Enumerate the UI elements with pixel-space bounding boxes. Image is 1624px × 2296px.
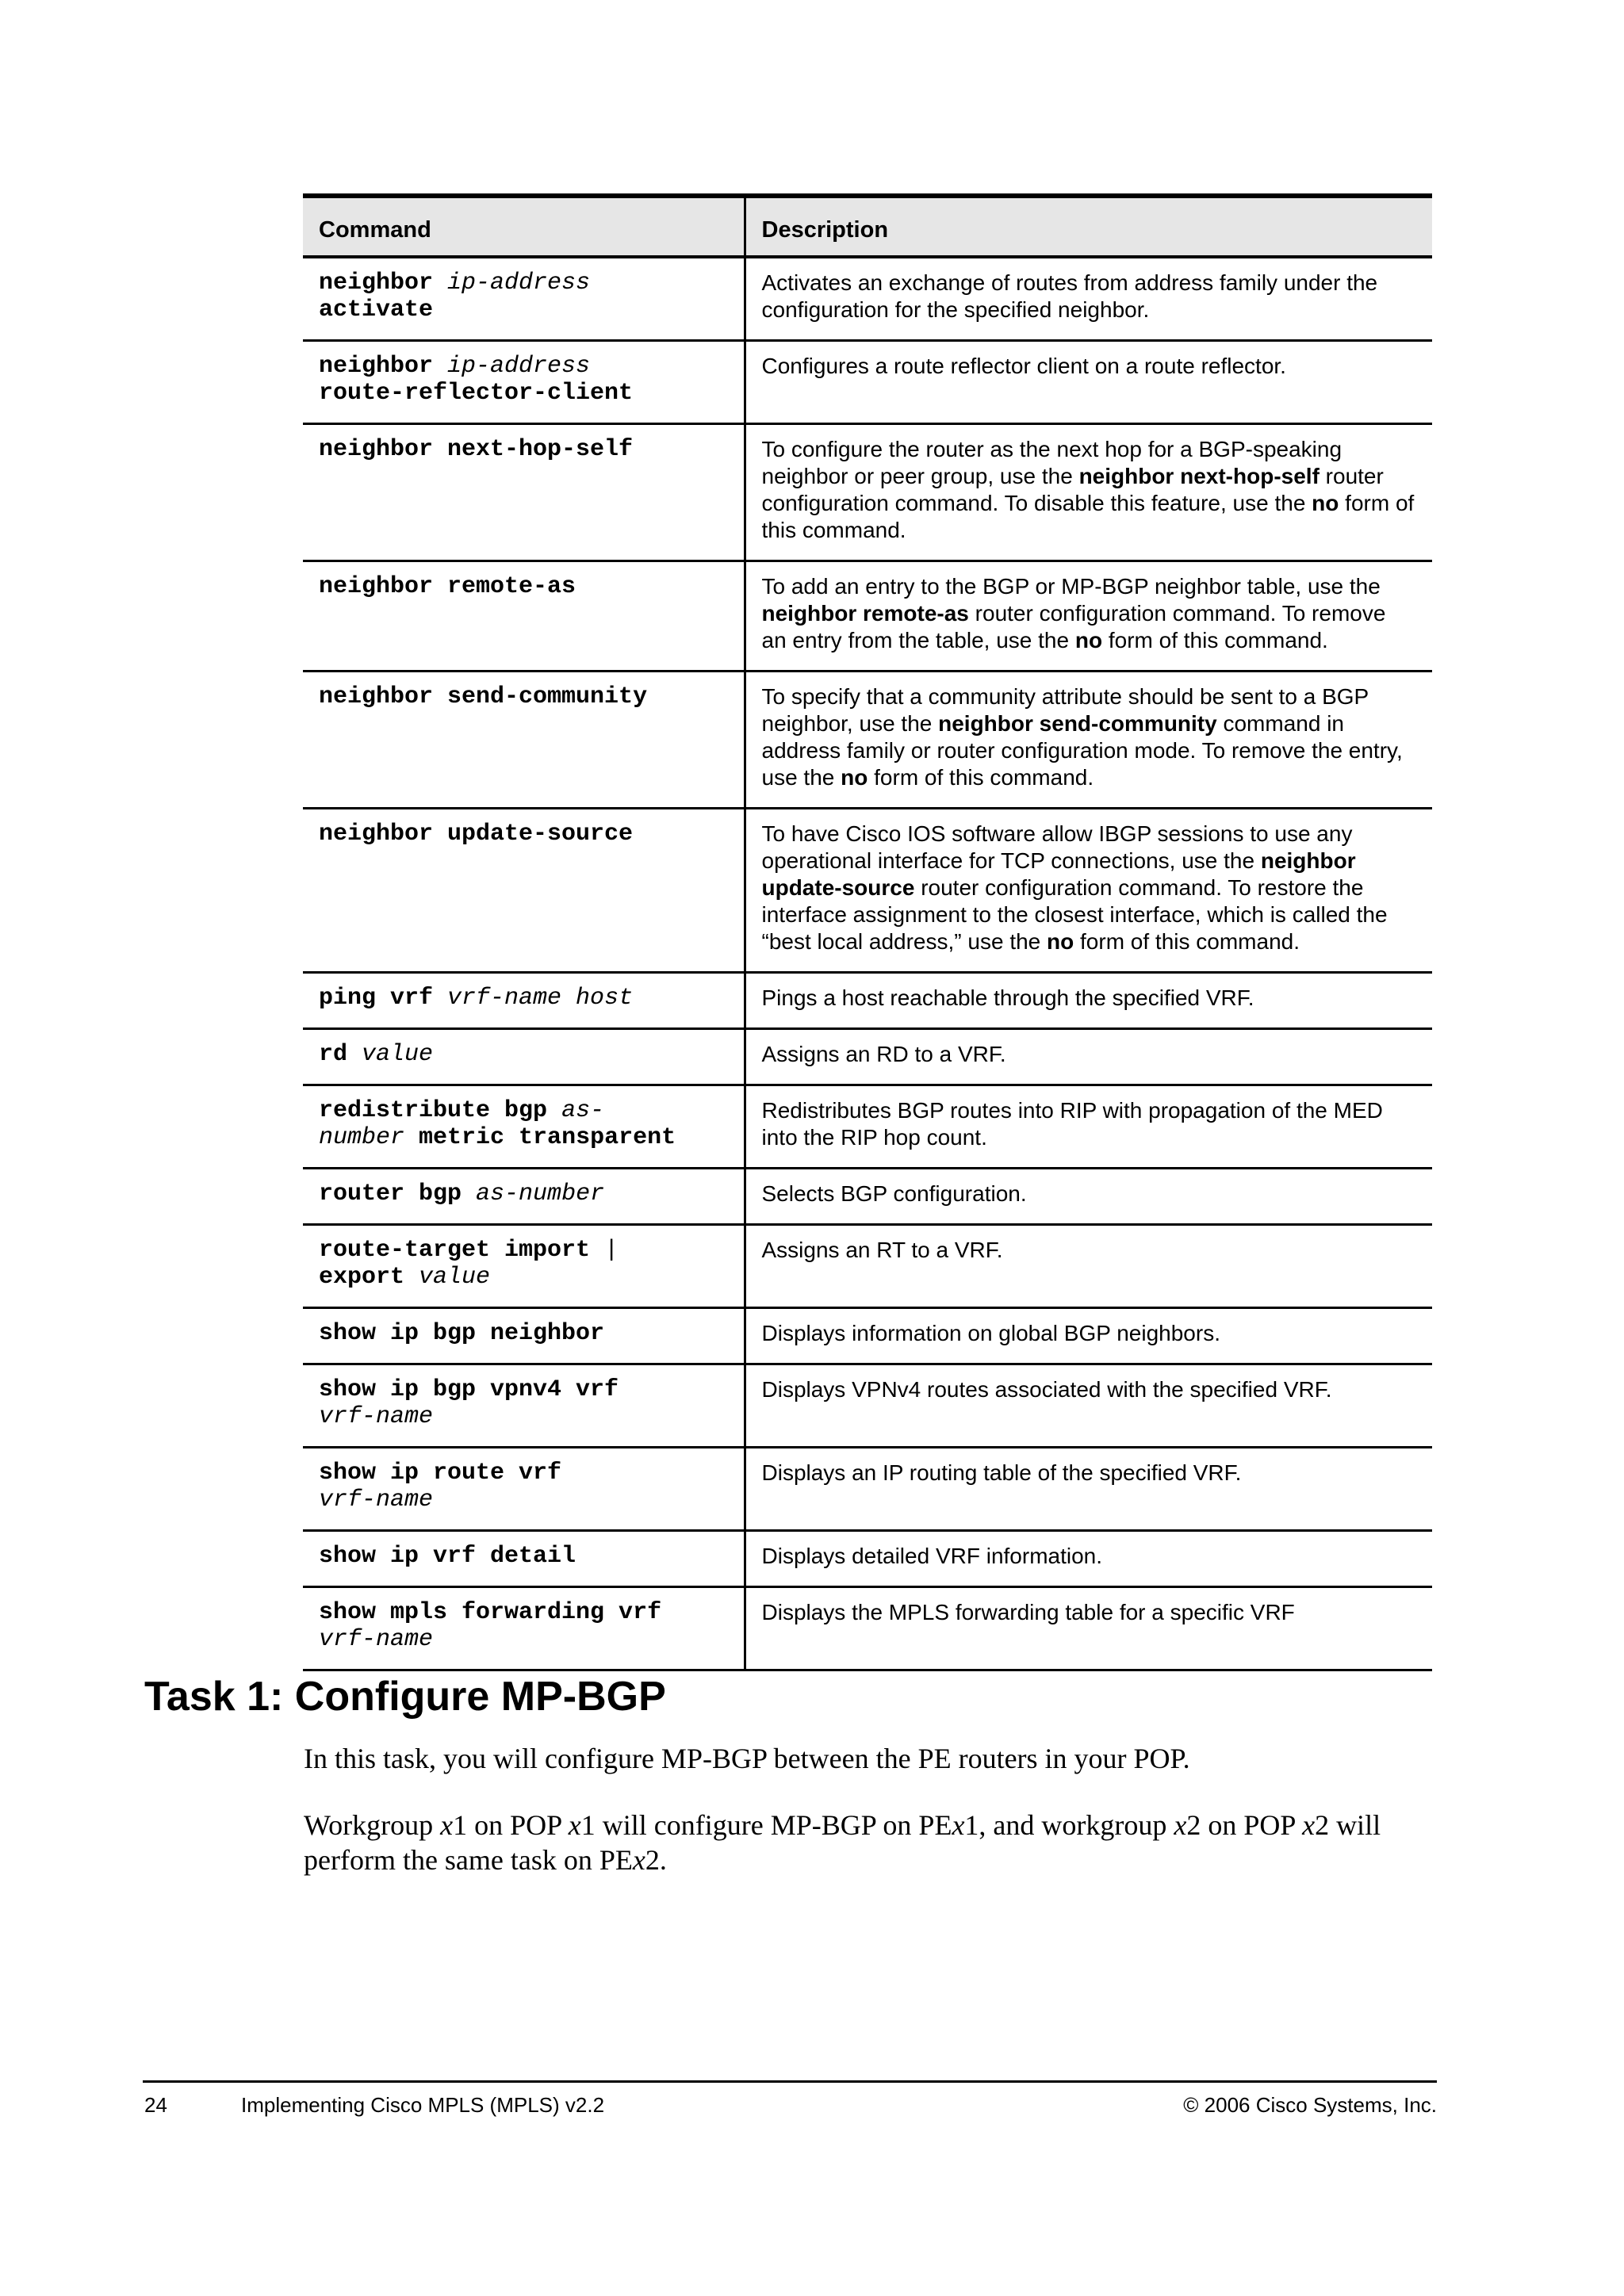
paragraph-text: 1, and workgroup [964, 1809, 1174, 1841]
table-row [303, 1364, 1432, 1448]
paragraph-text: x [568, 1809, 581, 1841]
description-text: router configuration command. To remove an entry from the table, use the [761, 601, 1386, 652]
description-cell [745, 809, 1432, 973]
description-text: no [841, 765, 868, 790]
table-row [303, 1587, 1432, 1670]
footer-document-title: Implementing Cisco MPLS (MPLS) v2.2 [241, 2093, 605, 2117]
command-text: neighbor remote-as [319, 573, 576, 600]
paragraph-text: Workgroup [304, 1809, 441, 1841]
description-text: Assigns an RT to a VRF. [761, 1238, 1003, 1262]
description-text: Displays VPNv4 routes associated with the specified VRF. [761, 1377, 1332, 1402]
description-text: no [1312, 491, 1339, 515]
description-text: form of this command. [1102, 628, 1328, 652]
paragraph-text: x [952, 1809, 965, 1841]
description-text: neighbor next-hop-self [1078, 464, 1320, 488]
table-row [303, 561, 1432, 672]
task-workgroup-paragraph [304, 1808, 1438, 1877]
command-cell [303, 809, 745, 973]
command-cell [303, 341, 745, 424]
description-cell [745, 1448, 1432, 1531]
command-text: ip-address [447, 270, 591, 297]
command-cell [303, 1308, 745, 1364]
header-command: Command [303, 196, 745, 257]
table-row [303, 257, 1432, 341]
description-text: Displays an IP routing table of the specified VRF. [761, 1460, 1242, 1485]
description-text: Displays detailed VRF information. [761, 1544, 1103, 1568]
command-cell [303, 1364, 745, 1448]
footer-copyright: © 2006 Cisco Systems, Inc. [1183, 2093, 1437, 2117]
description-text: Configures a route reflector client on a route reflector. [761, 354, 1286, 378]
table-row [303, 1169, 1432, 1225]
description-cell [745, 1169, 1432, 1225]
table-row [303, 1029, 1432, 1085]
command-text: vrf-name [319, 1626, 434, 1653]
description-text: Redistributes BGP routes into RIP with propagation of the MED into the RIP hop count. [761, 1098, 1383, 1150]
command-text: route-reflector-client [319, 380, 634, 407]
command-cell [303, 257, 745, 341]
command-text: number [319, 1124, 405, 1151]
command-text: router bgp [319, 1181, 477, 1207]
description-text: To have Cisco IOS software allow IBGP sessions to use any operational interface for TCP connections, use the [761, 821, 1353, 873]
table-row [303, 809, 1432, 973]
description-cell [745, 424, 1432, 561]
description-text: form of this command. [1074, 929, 1300, 954]
footer-divider [143, 2080, 1437, 2083]
table-row [303, 1531, 1432, 1587]
command-cell [303, 1029, 745, 1085]
command-cell [303, 973, 745, 1029]
description-text: no [1074, 628, 1103, 652]
description-text: no [1047, 929, 1074, 954]
command-text: show ip route vrf [319, 1460, 562, 1487]
command-cell [303, 1531, 745, 1587]
paragraph-text: x [440, 1809, 454, 1841]
description-text: form of this command. [868, 765, 1094, 790]
command-text: vrf-name [319, 1403, 434, 1430]
description-cell [745, 1531, 1432, 1587]
command-text: value [362, 1041, 434, 1068]
description-cell [745, 1029, 1432, 1085]
description-text: form of this command. [761, 491, 1415, 542]
command-text: show ip bgp vpnv4 vrf [319, 1376, 619, 1403]
command-text: as-number [476, 1181, 605, 1207]
command-cell [303, 1169, 745, 1225]
command-text: metric transparent [404, 1124, 676, 1151]
description-cell [745, 561, 1432, 672]
table-header-row [303, 196, 1432, 257]
description-text: Assigns an RD to a VRF. [761, 1042, 1006, 1066]
description-text: Displays the MPLS forwarding table for a specific VRF [761, 1600, 1295, 1624]
description-text: Selects BGP configuration. [761, 1181, 1027, 1206]
table-row [303, 672, 1432, 809]
command-cell [303, 1448, 745, 1531]
paragraph-text: 2 will perform the same task on PE [304, 1809, 1381, 1876]
description-cell [745, 1085, 1432, 1169]
task-title: Task 1: Configure MP-BGP [144, 1674, 666, 1720]
command-table [303, 193, 1432, 1671]
description-text: command in address family or router configuration mode. To remove the entry, use the [761, 711, 1403, 790]
description-text: Activates an exchange of routes from address family under the configuration for the specified neighbor. [761, 270, 1378, 322]
command-text: neighbor [319, 353, 448, 380]
description-text: neighbor send-community [938, 711, 1217, 736]
table-row [303, 1085, 1432, 1169]
description-text: To add an entry to the BGP or MP-BGP neighbor table, use the [761, 574, 1381, 599]
description-text: router configuration command. To disable this feature, use the [761, 464, 1384, 515]
description-text: neighbor remote-as [761, 601, 969, 626]
command-cell [303, 424, 745, 561]
paragraph-text: 2. [645, 1844, 667, 1876]
table-row [303, 1448, 1432, 1531]
description-cell [745, 1225, 1432, 1308]
description-text: neighbor update-source [761, 848, 1356, 900]
command-text: ip-address [447, 353, 591, 380]
description-text: To specify that a community attribute should be sent to a BGP neighbor, use the [761, 684, 1369, 736]
command-text: neighbor update-source [319, 821, 634, 848]
description-text: Displays information on global BGP neighbors. [761, 1321, 1220, 1345]
command-text: redistribute bgp [319, 1097, 562, 1124]
description-cell [745, 257, 1432, 341]
description-cell [745, 1308, 1432, 1364]
command-text: as- [561, 1097, 605, 1124]
command-text: ping vrf [319, 985, 448, 1012]
paragraph-text: 1 will configure MP-BGP on PE [580, 1809, 952, 1841]
table-row [303, 424, 1432, 561]
command-text: value [419, 1264, 491, 1291]
command-text: neighbor send-community [319, 683, 648, 710]
command-text: show ip vrf detail [319, 1543, 576, 1570]
table-row [303, 1308, 1432, 1364]
paragraph-text: x [1302, 1809, 1316, 1841]
task-intro-paragraph: In this task, you will configure MP-BGP between the PE routers in your POP. [304, 1743, 1190, 1774]
command-text: | [604, 1237, 619, 1264]
description-cell [745, 672, 1432, 809]
command-cell [303, 672, 745, 809]
description-text: Pings a host reachable through the specified VRF. [761, 985, 1254, 1010]
command-text: rd [319, 1041, 362, 1068]
description-text: router configuration command. To restore the interface assignment to the closest interface, which is called the “best local address,” use the [761, 875, 1388, 954]
command-text: route-target import [319, 1237, 605, 1264]
description-cell [745, 341, 1432, 424]
header-description: Description [745, 196, 1432, 257]
paragraph-text: 1 on POP [453, 1809, 569, 1841]
command-text: export [319, 1264, 419, 1291]
description-cell [745, 1587, 1432, 1670]
command-text: show mpls forwarding vrf [319, 1599, 662, 1626]
paragraph-text: 2 on POP [1186, 1809, 1303, 1841]
description-cell [745, 973, 1432, 1029]
command-cell [303, 561, 745, 672]
footer-page-number: 24 [144, 2093, 167, 2117]
description-text: To configure the router as the next hop for a BGP-speaking neighbor or peer group, use the [761, 437, 1342, 488]
table-body [303, 257, 1432, 1670]
command-text: show ip bgp neighbor [319, 1320, 605, 1347]
table-row [303, 341, 1432, 424]
paragraph-text: x [1174, 1809, 1187, 1841]
table-row [303, 1225, 1432, 1308]
table-row [303, 973, 1432, 1029]
command-text: vrf-name [319, 1487, 434, 1513]
command-cell [303, 1085, 745, 1169]
command-text: neighbor next-hop-self [319, 436, 634, 463]
paragraph-text: x [632, 1844, 645, 1876]
command-text: neighbor [319, 270, 448, 297]
description-cell [745, 1364, 1432, 1448]
command-cell [303, 1587, 745, 1670]
command-text: activate [319, 297, 434, 323]
command-cell [303, 1225, 745, 1308]
command-text: vrf-name host [447, 985, 634, 1012]
